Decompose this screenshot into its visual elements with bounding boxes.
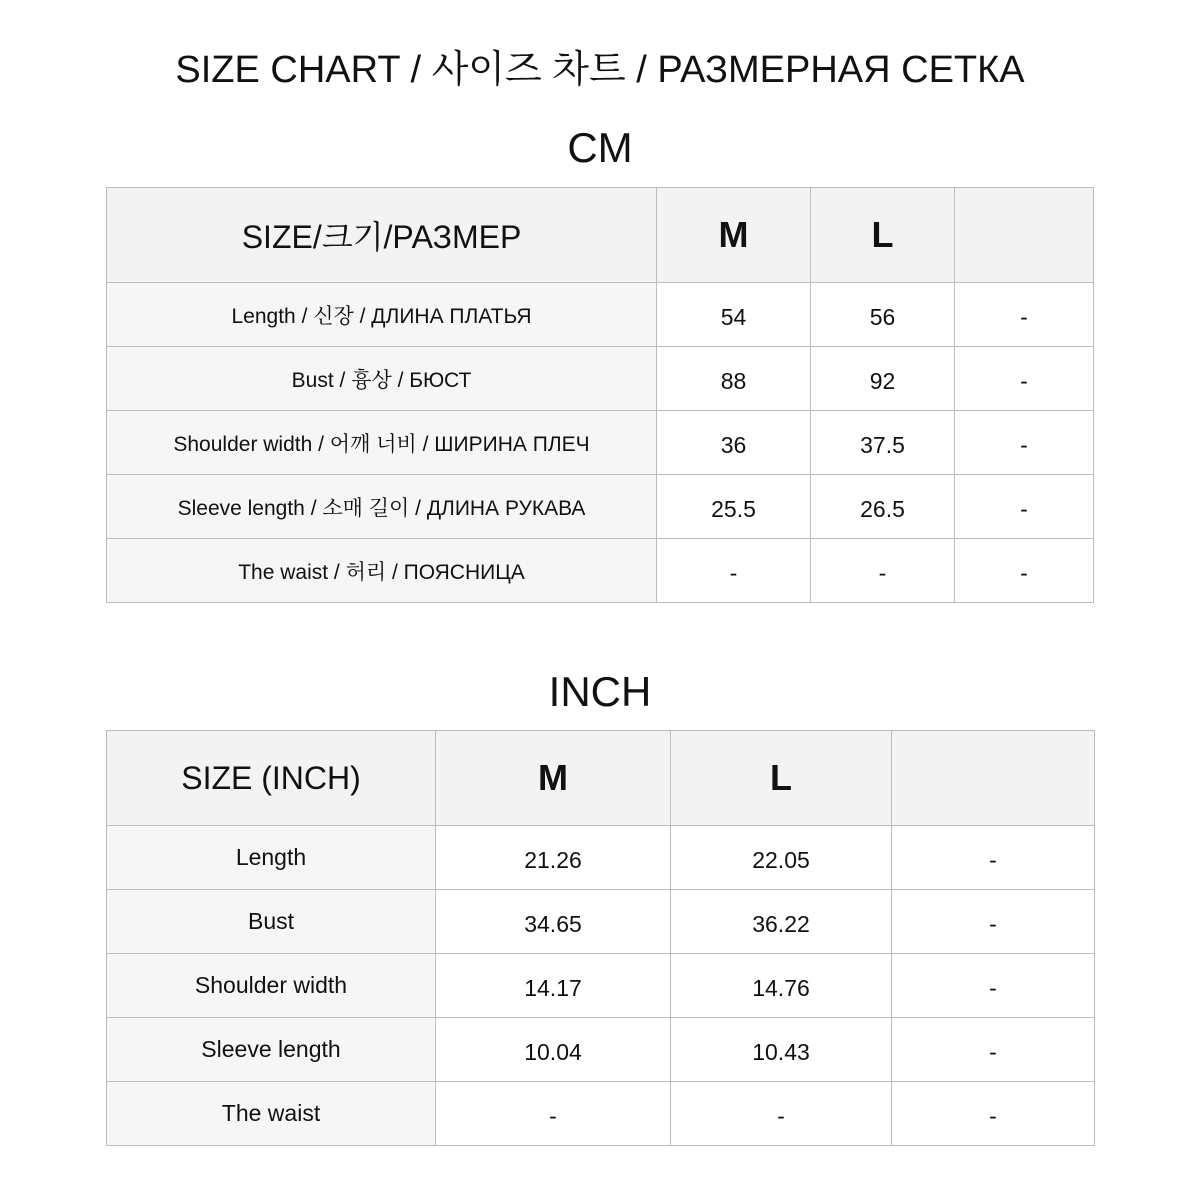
size-header-m: M	[657, 188, 811, 283]
cm-section-title: CM	[567, 124, 633, 171]
cm-size-table	[106, 187, 1094, 603]
value-extra: -	[892, 1018, 1095, 1082]
value-extra: -	[955, 475, 1094, 539]
table-row	[107, 890, 1095, 954]
size-header-empty	[892, 731, 1095, 826]
row-label: Length / 신장 / ДЛИНА ПЛАТЬЯ	[107, 283, 657, 347]
size-header-label: SIZE (INCH)	[107, 731, 436, 826]
row-label: Sleeve length / 소매 길이 / ДЛИНА РУКАВА	[107, 475, 657, 539]
row-label: Shoulder width / 어깨 너비 / ШИРИНА ПЛЕЧ	[107, 411, 657, 475]
table-row	[107, 283, 1094, 347]
table-row	[107, 411, 1094, 475]
value-m: 54	[657, 283, 811, 347]
value-m: -	[657, 539, 811, 603]
value-l: 92	[811, 347, 955, 411]
table-row	[107, 475, 1094, 539]
value-l: 10.43	[671, 1018, 892, 1082]
size-header-empty	[955, 188, 1094, 283]
table-header-row	[107, 188, 1094, 283]
value-extra: -	[955, 283, 1094, 347]
row-label: Shoulder width	[107, 954, 436, 1018]
table-row	[107, 826, 1095, 890]
table-row	[107, 1082, 1095, 1146]
value-m: -	[436, 1082, 671, 1146]
row-label: Bust / 흉상 / БЮСТ	[107, 347, 657, 411]
value-l: 36.22	[671, 890, 892, 954]
table-row	[107, 1018, 1095, 1082]
row-label: Length	[107, 826, 436, 890]
value-l: -	[811, 539, 955, 603]
row-label: The waist / 허리 / ПОЯСНИЦА	[107, 539, 657, 603]
value-m: 36	[657, 411, 811, 475]
value-extra: -	[955, 347, 1094, 411]
value-l: 26.5	[811, 475, 955, 539]
value-l: 37.5	[811, 411, 955, 475]
value-extra: -	[892, 826, 1095, 890]
table-row	[107, 539, 1094, 603]
value-l: -	[671, 1082, 892, 1146]
size-header-m: M	[436, 731, 671, 826]
value-extra: -	[892, 954, 1095, 1018]
value-m: 14.17	[436, 954, 671, 1018]
value-m: 34.65	[436, 890, 671, 954]
table-row	[107, 954, 1095, 1018]
value-l: 22.05	[671, 826, 892, 890]
size-header-l: L	[671, 731, 892, 826]
value-l: 56	[811, 283, 955, 347]
value-extra: -	[955, 539, 1094, 603]
value-l: 14.76	[671, 954, 892, 1018]
value-extra: -	[892, 1082, 1095, 1146]
value-extra: -	[955, 411, 1094, 475]
table-row	[107, 347, 1094, 411]
value-m: 10.04	[436, 1018, 671, 1082]
value-m: 25.5	[657, 475, 811, 539]
value-m: 21.26	[436, 826, 671, 890]
size-header-l: L	[811, 188, 955, 283]
size-header-label: SIZE/크기/РАЗМЕР	[107, 188, 657, 283]
row-label: The waist	[107, 1082, 436, 1146]
page-title: SIZE CHART / 사이즈 차트 / РАЗМЕРНАЯ СЕТКА	[175, 49, 1025, 91]
table-header-row	[107, 731, 1095, 826]
row-label: Bust	[107, 890, 436, 954]
inch-section-title: INCH	[548, 668, 652, 715]
value-extra: -	[892, 890, 1095, 954]
row-label: Sleeve length	[107, 1018, 436, 1082]
inch-size-table	[106, 730, 1095, 1146]
value-m: 88	[657, 347, 811, 411]
